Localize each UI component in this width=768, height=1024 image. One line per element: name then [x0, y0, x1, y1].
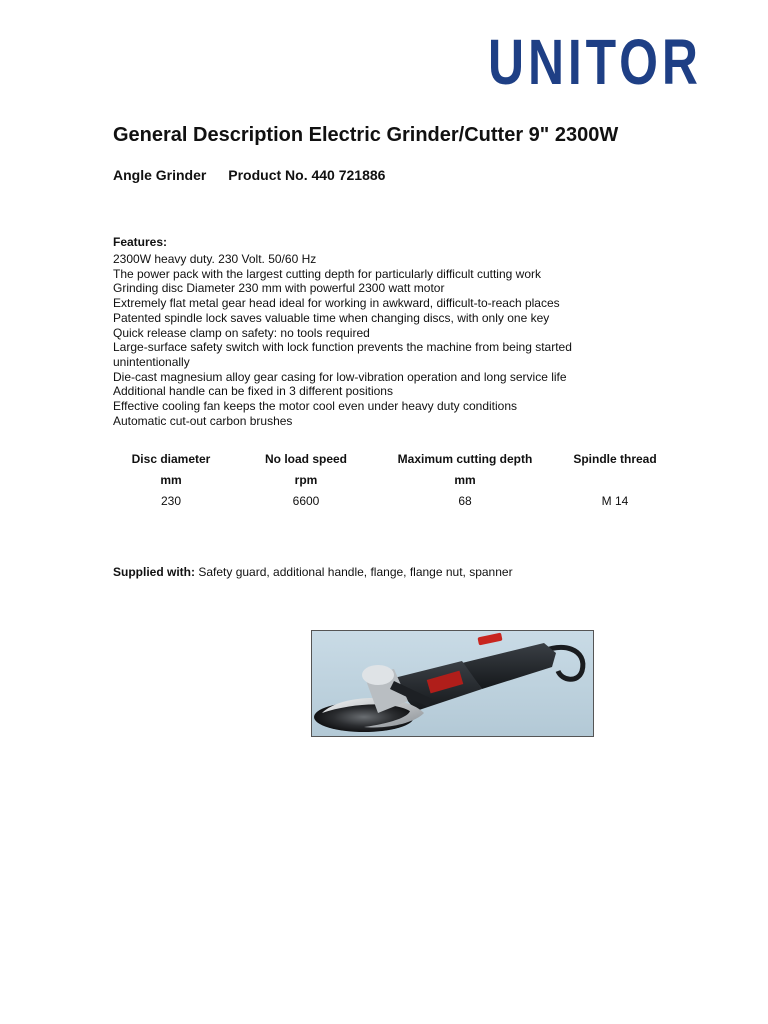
feature-item: 2300W heavy duty. 230 Volt. 50/60 Hz	[113, 252, 317, 266]
spec-table	[113, 448, 683, 511]
angle-grinder-illustration	[312, 631, 594, 737]
spec-value-disc-diameter: 230	[160, 493, 182, 508]
feature-item: Effective cooling fan keeps the motor cool even under heavy duty conditions	[113, 399, 518, 414]
feature-item: Die-cast magnesium alloy gear casing for low-vibration operation and long service life	[113, 369, 567, 384]
spec-header-row	[113, 448, 683, 469]
product-number: Product No. 440 721886	[228, 167, 386, 183]
feature-item: Grinding disc Diameter 230 mm with powerful 2300 watt motor	[113, 281, 445, 296]
spec-header-max-cutting-depth: Maximum cutting depth	[397, 451, 533, 466]
feature-item: The power pack with the largest cutting depth for particularly difficult cutting work	[113, 266, 541, 281]
feature-item: Quick release clamp on safety: no tools required	[113, 325, 370, 340]
spec-value-no-load-speed: 6600	[292, 493, 320, 508]
spec-unit-disc-diameter: mm	[160, 472, 182, 487]
angle-grinder-photo	[311, 630, 594, 737]
product-subtitle	[113, 167, 385, 183]
product-type: Angle Grinder	[113, 167, 207, 183]
feature-item: Additional handle can be fixed in 3 different positions	[113, 384, 393, 399]
spec-units-row	[113, 469, 683, 490]
spec-unit-no-load-speed: rpm	[294, 472, 318, 487]
spec-unit-spindle-thread	[547, 469, 683, 490]
spec-values-row	[113, 490, 683, 511]
supplied-with	[113, 565, 513, 579]
feature-item: Large-surface safety switch with lock function prevents the machine from being started unintentionally	[113, 340, 572, 369]
spec-value-max-cutting-depth: 68	[458, 493, 472, 508]
unitor-logo: UNITOR	[488, 26, 702, 98]
spec-value-spindle-thread: M 14	[601, 493, 629, 508]
document-title: General Description Electric Grinder/Cutter 9" 2300W	[113, 124, 619, 146]
features-heading: Features:	[113, 235, 168, 249]
supplied-items: Safety guard, additional handle, flange, flange nut, spanner	[198, 565, 513, 579]
spec-header-spindle-thread: Spindle thread	[573, 451, 657, 466]
features-list	[113, 252, 633, 428]
spec-header-no-load-speed: No load speed	[264, 451, 347, 466]
feature-item: Automatic cut-out carbon brushes	[113, 413, 293, 428]
feature-item: Patented spindle lock saves valuable time when changing discs, with only one key	[113, 310, 550, 325]
feature-item: Extremely flat metal gear head ideal for working in awkward, difficult-to-reach places	[113, 296, 560, 311]
spec-header-disc-diameter: Disc diameter	[131, 451, 211, 466]
spec-unit-max-cutting-depth: mm	[454, 472, 476, 487]
supplied-label: Supplied with:	[113, 565, 195, 579]
